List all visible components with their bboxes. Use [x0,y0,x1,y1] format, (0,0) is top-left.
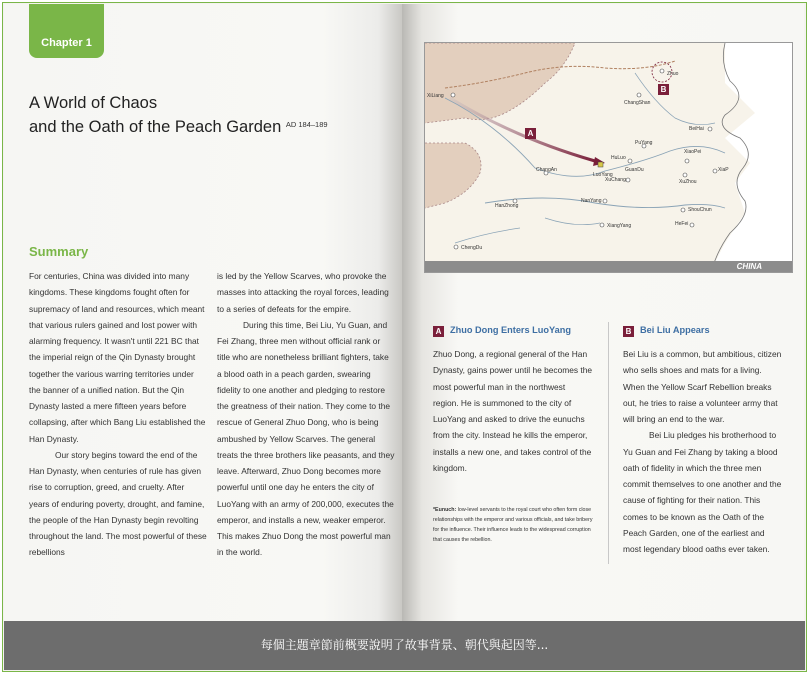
chapter-label: Chapter 1 [41,37,92,49]
map-graphic [425,43,792,272]
section-b-body [623,346,785,557]
summary-paragraph: During this time, Bei Liu, Yu Guan, and Fei Zhang, three men without official rank or title who are nonetheless brilliant fighters, take a blood oath in a peach garden, swearing fidelity to one another and pledging to restore the greatness of their nation. They come to the rescue of General Zhuo Dong, who is being ambushed by Yellow Scarves. The general treats the three brothers like peasants, and they leave. Afterward, Zhuo Dong becomes more powerful until one day he enters the city of LuoYang with an army of 200,000, executes the emperor, and installs a new, weaker emperor. This makes Zhuo Dong the most powerful man in the world. [217,319,395,558]
map-place-label: HuLuo [611,155,626,161]
footnote-text: low-level servants to the royal court who often form close relationships with the emperor and various officials, and take bribery for the influence. Their influence leads to the widespread corruption that causes the rebellion. [433,507,593,543]
section-a-title: Zhuo Dong Enters LuoYang [450,325,571,335]
map-place-label: PuYang [635,140,653,146]
map-place-label: Zhuo [667,71,679,77]
section-b-heading [623,325,710,337]
map-caption-bar [425,261,792,272]
section-b-title: Bei Liu Appears [640,325,710,335]
map-place-label: XiLiang [427,93,444,99]
map-place-label: XuChang [605,177,626,183]
section-a-body [433,346,593,476]
china-map [424,42,793,273]
title-dates: AD 184–189 [285,120,328,129]
footnote-term: *Eunuch: [433,507,457,513]
section-a-mark: A [433,326,444,337]
map-place-label: XiaoPei [684,149,702,155]
caption-banner [4,621,805,670]
summary-heading: Summary [29,244,89,259]
section-a-paragraph: Zhuo Dong, a regional general of the Han Dynasty, gains power until he becomes the most powerful man in the northwest region. He is summoned to the city of LuoYang and asked to drive the eunuchs from the city. Instead he kills the emperor, installs a new one, and takes control of the kingdom. [433,349,593,473]
map-marker-b: B [658,84,669,95]
map-place-label: HanZhong [495,203,519,209]
summary-paragraph: For centuries, China was divided into many kingdoms. These kingdoms fought often for supremacy of land and resources, which meant that various rulers gained and lost power with alarming frequency. It wasn't until 221 BC that the imperial reign of the Qin Dynasty brought together the various warring territories under the banner of a unified nation. But the Qin Dynasty lasted a mere fifteen years before collapsing, after which Bang Liu established the Han Dynasty. [29,271,206,444]
title-line-2 [29,114,389,138]
banner-text: 每個主題章節前概要說明了故事背景、朝代與起因等... [260,638,549,652]
chapter-title [29,92,389,138]
summary-column-1 [29,268,207,561]
map-caption: CHINA [736,262,762,271]
map-place-label: XiangYang [607,223,632,229]
map-place-label: ChangAn [536,167,557,173]
map-place-label: BeiHai [689,126,704,132]
map-place-label: ChengDu [461,245,483,251]
chapter-tab [29,4,104,58]
summary-column-2 [217,268,395,561]
section-b-paragraph: Bei Liu is a common, but ambitious, citizen who sells shoes and mats for a living. When the Yellow Scarf Rebellion breaks out, he tries to raise a volunteer army that will bring an end to the war. [623,349,782,424]
map-place-label: GuanDu [625,167,644,173]
map-place-label: XiaP [718,167,729,173]
section-b-paragraph: Bei Liu pledges his brotherhood to Yu Guan and Fei Zhang by taking a blood oath of fidelity in which the three men commit themselves to one another and the cause of fighting for their nation. This comes to be known as the Oath of the Peach Garden, one of the earliest and most legendary blood oaths ever taken. [623,430,782,554]
map-marker-a: A [525,128,536,139]
map-place-label: NanYang [581,198,602,204]
map-place-label: ChangShan [624,100,651,106]
column-divider [608,322,609,564]
map-place-label: LuoYang [593,172,613,178]
title-line-1: A World of Chaos [29,94,158,112]
summary-paragraph: Our story begins toward the end of the Han Dynasty, when centuries of rule has given rise to corruption, greed, and cruelty. After years of enduring poverty, drought, and famine, the people of the Han Dynasty begin revolting throughout the land. The most powerful of these rebellions [29,449,207,558]
title-line-2-text: and the Oath of the Peach Garden [29,118,282,136]
summary-paragraph: is led by the Yellow Scarves, who provoke the masses into attacking the royal forces, leading to a series of defeats for the empire. [217,271,389,314]
section-a-heading [433,325,571,337]
map-place-label: XuZhou [679,179,697,185]
eunuch-footnote [433,505,595,545]
map-place-label: ShouChun [688,207,712,213]
map-place-label: HeFei [675,221,689,227]
section-b-mark: B [623,326,634,337]
